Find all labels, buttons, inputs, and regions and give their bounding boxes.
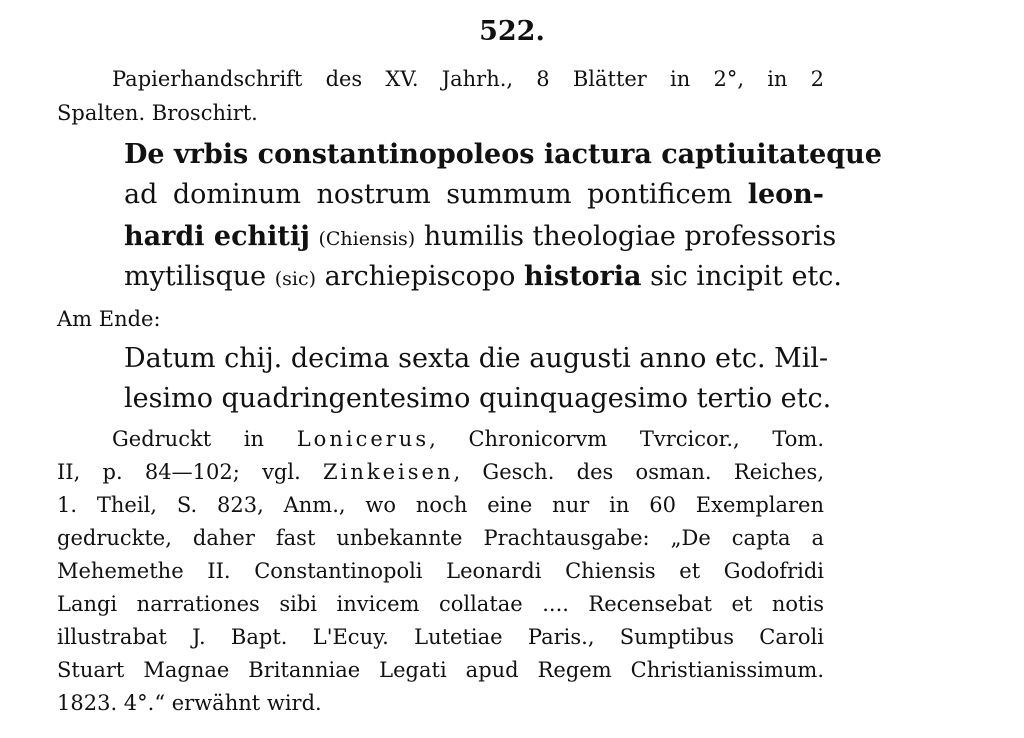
explicit-line-1: Datum chij. decima sexta die augusti anno etc. Mil- <box>124 343 829 374</box>
page-number: 522. <box>479 16 545 47</box>
note-line-5: Mehemethe II. Constantinopoli Leonardi Chiensis et Godofridi <box>57 559 824 583</box>
note-line-9: 1823. 4°.“ erwähnt wird. <box>57 691 322 715</box>
description-line-2: Spalten. Broschirt. <box>57 101 258 125</box>
am-ende-label: Am Ende: <box>57 307 161 331</box>
incipit-line-4-text-a: mytilisque <box>124 261 275 292</box>
incipit-historia-bold: historia <box>523 261 642 292</box>
note-author-lonicerus: Lonicerus <box>296 427 430 451</box>
note-line-2 <box>57 457 824 487</box>
note-line-6: Langi narrationes sibi invicem collatae .... Recensebat et notis <box>57 592 824 616</box>
note-line-1-text-b: , Chronicorvm Tvrcicor., Tom. <box>429 427 825 451</box>
note-line-8: Stuart Magnae Britanniae Legati apud Regem Christianissimum. <box>57 658 824 682</box>
note-line-1 <box>112 424 824 454</box>
incipit-sic: (sic) <box>274 268 316 290</box>
incipit-line-4-text-b: archiepiscopo <box>316 261 524 292</box>
incipit-line-2-text: ad dominum nostrum summum pontificem <box>124 179 748 210</box>
incipit-author-origin: (Chiensis) <box>318 228 416 250</box>
note-author-zinkeisen: Zinkeisen <box>323 460 454 484</box>
explicit-line-2: lesimo quadringentesimo quinquagesimo tertio etc. <box>124 383 832 414</box>
incipit-line-2-bold: leon- <box>747 179 824 210</box>
incipit-line-3 <box>124 218 836 258</box>
incipit-line-4-text-c: sic incipit etc. <box>641 261 842 292</box>
note-line-2-text-b: , Gesch. des osman. Reiches, <box>453 460 824 484</box>
incipit-author-bold: hardi echitij <box>124 221 310 252</box>
incipit-line-1: De vrbis constantinopoleos iactura captiuitateque <box>124 139 882 170</box>
note-line-2-text-a: II, p. 84—102; vgl. <box>57 460 324 484</box>
description-line-1: Papierhandschrift des XV. Jahrh., 8 Blätter in 2°, in 2 <box>112 67 824 91</box>
note-line-1-text-a: Gedruckt in <box>112 427 297 451</box>
note-line-4: gedruckte, daher fast unbekannte Prachtausgabe: „De capta a <box>57 526 824 550</box>
incipit-line-3-text: humilis theologiae professoris <box>415 221 837 252</box>
incipit-line-2 <box>124 176 824 214</box>
note-line-3: 1. Theil, S. 823, Anm., wo noch eine nur in 60 Exemplaren <box>57 493 824 517</box>
incipit-line-4 <box>124 258 842 298</box>
note-line-7: illustrabat J. Bapt. L'Ecuy. Lutetiae Paris., Sumptibus Caroli <box>57 625 824 649</box>
